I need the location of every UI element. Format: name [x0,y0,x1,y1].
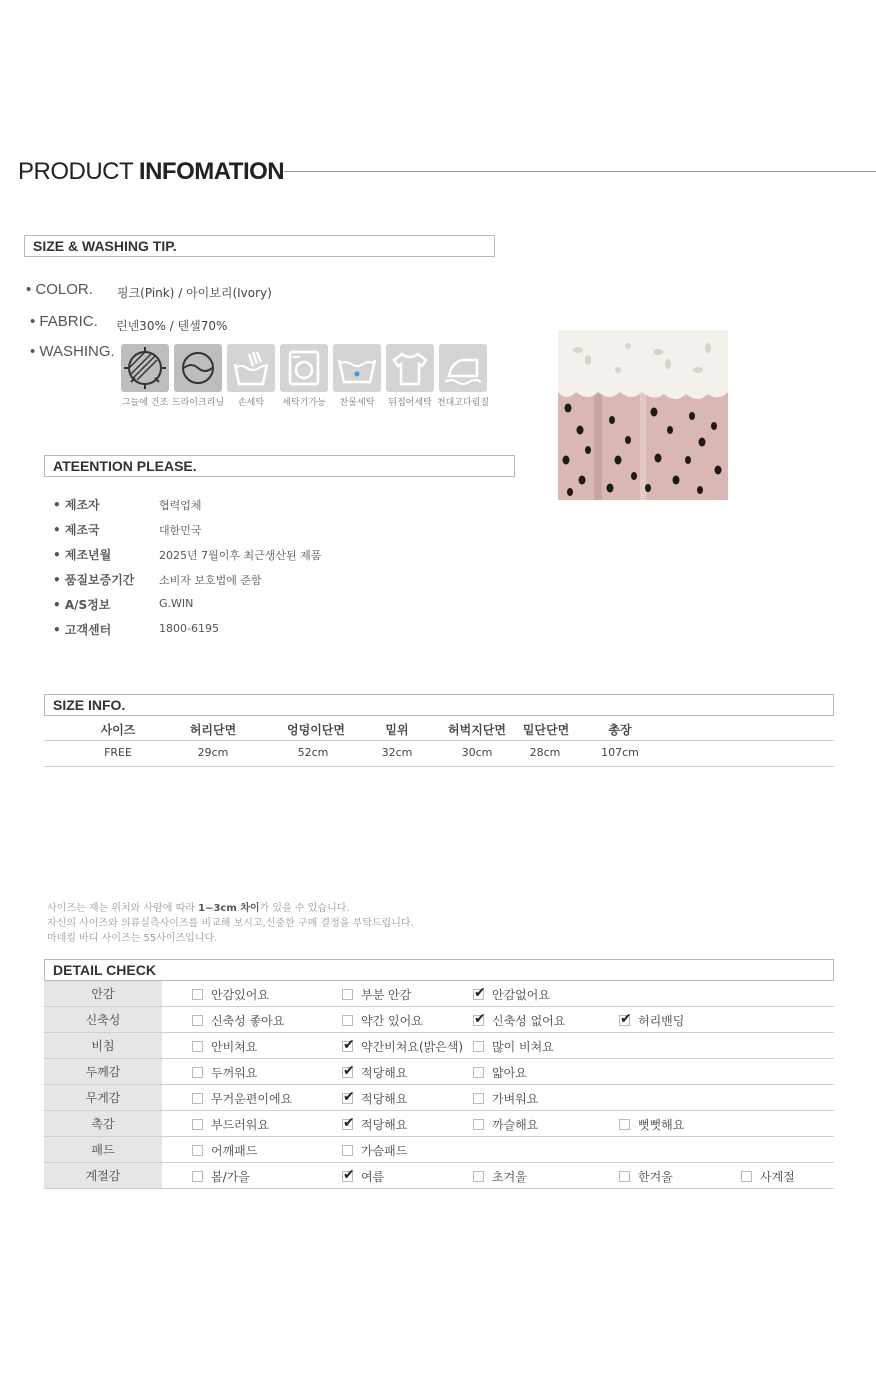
detail-row-options [162,1163,834,1189]
detail-row-options [162,1137,834,1163]
size-info-heading: SIZE INFO. [44,694,834,716]
detail-check-heading: DETAIL CHECK [44,959,834,981]
detail-option-label: 약간 있어요 [361,1014,423,1028]
title-divider [284,171,876,172]
dry-clean-icon [174,344,222,392]
dry-clean-label: 드라이크리닝 [171,398,225,408]
title-light: PRODUCT [18,158,133,185]
detail-option[interactable] [619,1116,684,1133]
as-info-label: • A/S정보 [53,598,111,612]
detail-option-label: 무거운편이에요 [211,1092,293,1106]
checkbox[interactable] [192,1171,203,1182]
detail-option-label: 신축성 없어요 [492,1014,566,1028]
fabric-value: 린넨30% / 텐셀70% [116,319,228,333]
size-header-size: 사이즈 [100,723,136,737]
detail-row [44,1059,834,1085]
detail-option[interactable] [473,1038,554,1055]
detail-check-table [44,981,834,1189]
page-title [18,158,284,186]
detail-option-label: 사계절 [760,1170,795,1184]
size-cell-waist: 29cm [197,746,229,759]
detail-option-label: 여름 [361,1170,385,1184]
detail-option[interactable] [192,1168,250,1185]
detail-row-options [162,1033,834,1059]
hand-wash-label: 손세탁 [237,398,265,408]
detail-row-label: 신축성 [44,1007,162,1033]
cold-wash-icon [333,344,381,392]
checkbox[interactable] [342,1041,353,1052]
checkbox[interactable] [473,1171,484,1182]
size-note-2: 자신의 사이즈와 의류실측사이즈를 비교해 보시고,신중한 구매 결정을 부탁드립니다. [47,918,414,929]
warranty-label: • 품질보증기간 [53,573,135,587]
detail-option-label: 약간비쳐요(밝은색) [361,1040,464,1054]
as-info-value: G.WIN [159,597,194,610]
detail-option[interactable] [473,1064,527,1081]
manufacture-date-value: 2025년 7월이후 최근생산된 제품 [159,549,322,562]
cold-wash-label: 찬물세탁 [339,398,375,408]
detail-option[interactable] [473,1116,538,1133]
checkbox[interactable] [473,1041,484,1052]
color-value: 핑크(Pink) / 아이보리(Ivory) [117,286,272,300]
detail-option[interactable] [192,1012,284,1029]
detail-option-label: 많이 비쳐요 [492,1040,554,1054]
checkbox[interactable] [192,1015,203,1026]
detail-row [44,1007,834,1033]
size-header-rise: 밑위 [385,723,409,737]
detail-row [44,1111,834,1137]
detail-option[interactable] [619,1012,684,1029]
detail-option-label: 허리밴딩 [638,1014,685,1028]
detail-option-label: 안감있어요 [211,988,269,1002]
detail-option-label: 적당해요 [361,1118,408,1132]
checkbox[interactable] [619,1171,630,1182]
checkbox[interactable] [342,1119,353,1130]
size-note-1-post: 가 있을 수 있습니다. [259,903,350,914]
detail-row-label: 계절감 [44,1163,162,1189]
detail-option[interactable] [342,1142,407,1159]
detail-option-label: 신축성 좋아요 [211,1014,285,1028]
detail-option-label: 적당해요 [361,1066,408,1080]
customer-center-label: • 고객센터 [53,623,112,637]
manufacturer-label: • 제조자 [53,498,100,512]
detail-row-label: 촉감 [44,1111,162,1137]
detail-option[interactable] [473,986,550,1003]
warranty-value: 소비자 보호법에 준함 [159,574,262,587]
size-cell-thigh: 30cm [461,746,493,759]
checkbox[interactable] [473,1067,484,1078]
detail-row [44,1085,834,1111]
detail-option[interactable] [342,1064,407,1081]
checkbox[interactable] [342,1093,353,1104]
title-bold: INFOMATION [138,158,285,185]
detail-row-label: 비침 [44,1033,162,1059]
checkbox[interactable] [473,1015,484,1026]
size-cell-hem: 28cm [529,746,561,759]
detail-option-label: 한겨울 [638,1170,673,1184]
detail-option[interactable] [342,986,411,1003]
detail-option-label: 봄/가을 [211,1170,250,1184]
checkbox[interactable] [192,1093,203,1104]
fabric-label: • FABRIC. [30,313,98,330]
checkbox[interactable] [342,1015,353,1026]
size-header-length: 총장 [608,723,632,737]
detail-option-label: 부분 안감 [361,988,412,1002]
size-note-1-strong: 1~3cm 차이 [198,903,260,914]
detail-option[interactable] [473,1012,565,1029]
size-header-hip: 엉덩이단면 [287,723,345,737]
detail-option[interactable] [192,1116,269,1133]
detail-option[interactable] [741,1168,795,1185]
ironing-label: 천대고다림질 [436,398,490,408]
size-cell-hip: 52cm [297,746,329,759]
size-header-hem: 밑단단면 [522,723,570,737]
detail-option[interactable] [473,1168,527,1185]
checkbox[interactable] [192,1041,203,1052]
detail-row-options [162,1085,834,1111]
detail-row [44,1163,834,1189]
inside-out-wash-label: 뒤집어세탁 [388,398,432,408]
checkbox[interactable] [342,1067,353,1078]
size-washing-heading: SIZE & WASHING TIP. [24,235,495,257]
detail-option[interactable] [192,1038,257,1055]
size-cell-size: FREE [104,746,132,759]
detail-option[interactable] [192,1064,257,1081]
detail-row-options [162,1111,834,1137]
detail-option[interactable] [473,1090,538,1107]
manufacturer-value: 협력업체 [159,499,202,512]
checkbox[interactable] [473,1119,484,1130]
country-value: 대한민국 [159,524,202,537]
detail-row-label: 무게감 [44,1085,162,1111]
checkbox[interactable] [192,1067,203,1078]
detail-option[interactable] [342,1038,463,1055]
detail-option-label: 얇아요 [492,1066,527,1080]
detail-option[interactable] [342,1090,407,1107]
detail-option[interactable] [619,1168,673,1185]
shade-dry-icon [121,344,169,392]
detail-option[interactable] [192,1090,292,1107]
size-note-3: 마네킹 바디 사이즈는 55사이즈입니다. [47,933,218,944]
hand-wash-icon [227,344,275,392]
detail-row-options [162,981,834,1007]
attention-heading: ATEENTION PLEASE. [44,455,515,477]
detail-row-options [162,1059,834,1085]
detail-option[interactable] [342,1168,384,1185]
detail-option-label: 두꺼워요 [211,1066,258,1080]
detail-row-options [162,1007,834,1033]
detail-option-label: 적당해요 [361,1092,408,1106]
checkbox[interactable] [192,989,203,1000]
size-header-thigh: 허벅지단면 [448,723,506,737]
detail-option-label: 부드러워요 [211,1118,269,1132]
detail-option-label: 뻣뻣해요 [638,1118,685,1132]
checkbox[interactable] [619,1119,630,1130]
detail-row [44,981,834,1007]
checkbox[interactable] [192,1119,203,1130]
checkbox[interactable] [619,1015,630,1026]
detail-option-label: 안감없어요 [492,988,550,1002]
size-note-1-pre: 사이즈는 재는 위치와 사람에 따라 [47,903,199,914]
detail-row-label: 안감 [44,981,162,1007]
shade-dry-label: 그늘에 건조 [121,398,169,408]
detail-option[interactable] [342,1012,423,1029]
detail-row [44,1033,834,1059]
checkbox[interactable] [473,1093,484,1104]
checkbox[interactable] [473,989,484,1000]
size-header-waist: 허리단면 [189,723,237,737]
machine-wash-label: 세탁기가능 [282,398,326,408]
size-cell-rise: 32cm [381,746,413,759]
detail-row-label: 두께감 [44,1059,162,1085]
detail-option-label: 가벼워요 [492,1092,539,1106]
size-table-bottom [44,766,834,767]
fabric-detail-photo [558,330,728,500]
machine-wash-icon [280,344,328,392]
detail-row [44,1137,834,1163]
checkbox[interactable] [192,1145,203,1156]
customer-center-value: 1800-6195 [159,622,219,635]
checkbox[interactable] [741,1171,752,1182]
detail-option-label: 안비쳐요 [211,1040,258,1054]
checkbox[interactable] [342,1145,353,1156]
country-label: • 제조국 [53,523,100,537]
washing-label: • WASHING. [30,343,115,360]
size-note-1 [47,899,350,914]
detail-option-label: 초겨울 [492,1170,527,1184]
size-table-divider [44,740,834,741]
detail-option-label: 어깨패드 [211,1144,258,1158]
detail-row-label: 패드 [44,1137,162,1163]
inside-out-wash-icon [386,344,434,392]
detail-option-label: 까슬해요 [492,1118,539,1132]
manufacture-date-label: • 제조년월 [53,548,112,562]
size-cell-length: 107cm [601,746,639,759]
checkbox[interactable] [342,1171,353,1182]
color-label: • COLOR. [26,281,93,298]
detail-option-label: 가슴패드 [361,1144,408,1158]
cloth-ironing-icon [439,344,487,392]
detail-option[interactable] [192,1142,257,1159]
checkbox[interactable] [342,989,353,1000]
detail-option[interactable] [342,1116,407,1133]
detail-option[interactable] [192,986,269,1003]
